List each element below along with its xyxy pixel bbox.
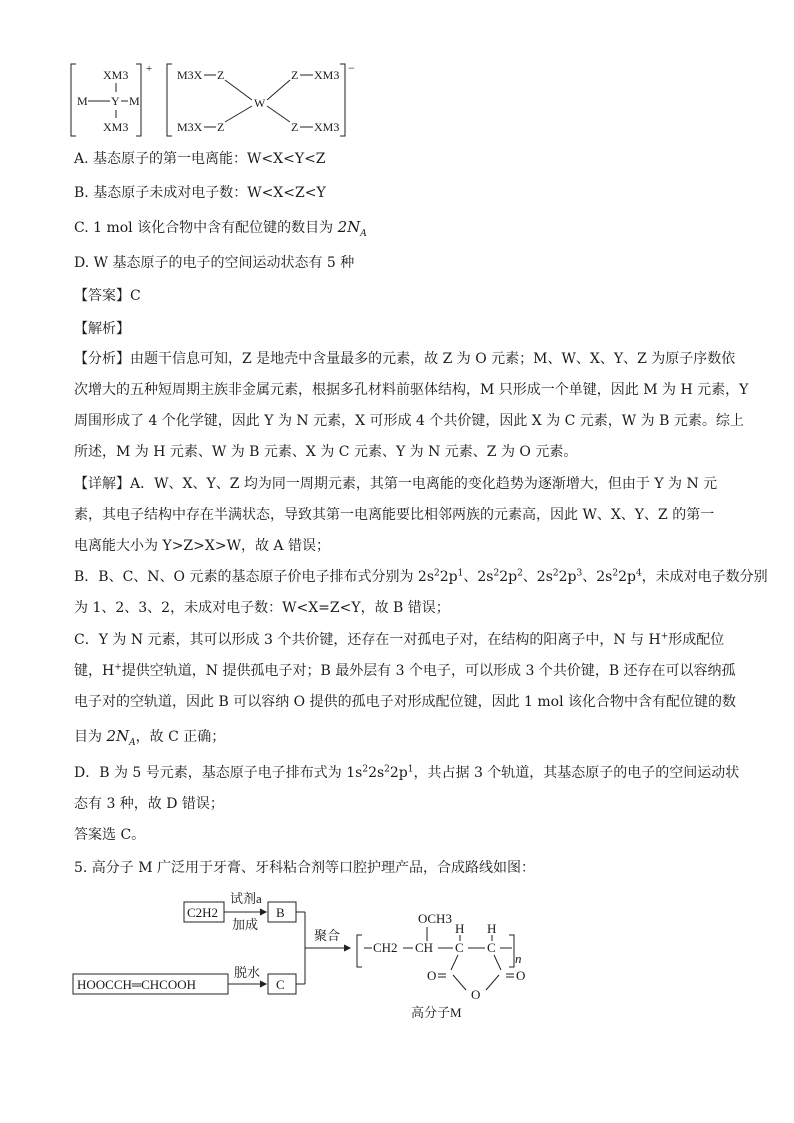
dehydration-label: 脱水 bbox=[234, 965, 261, 980]
acid-box: HOOCCH═CHCOOH bbox=[77, 977, 196, 992]
structural-formula bbox=[68, 60, 368, 142]
anion-bl: M3X bbox=[177, 120, 203, 134]
cation-charge: + bbox=[146, 63, 153, 75]
c2h2-box: C2H2 bbox=[187, 905, 219, 920]
carbonyl-o-left: O bbox=[427, 968, 437, 983]
detail-line-3: 电离能大小为 Y>Z>X>W，故 A 错误； bbox=[74, 538, 330, 554]
b-configs: $2s^22p^1$、$2s^22p^2$、$2s^22p^3$、$2s^22p^4$ bbox=[417, 568, 642, 585]
ch2-group: CH2 bbox=[373, 940, 398, 955]
answer: 【答案】C bbox=[74, 288, 141, 304]
addition-label: 加成 bbox=[232, 917, 259, 932]
analysis-line-4: 所述，M 为 H 元素、W 为 B 元素、X 为 C 元素、Y 为 N 元素、Z 为 O 元素。 bbox=[74, 444, 578, 460]
analysis-line-2: 次增大的五种短周期主族非金属元素，根据多孔材料前驱体结构，M 只形成一个单键，因此 M 为 H 元素，Y bbox=[74, 382, 749, 398]
detail-d-line-2: 态有 3 种，故 D 错误； bbox=[74, 796, 224, 812]
d-config: $1s^22s^22p^1$ bbox=[346, 764, 414, 781]
ch-group: CH bbox=[415, 940, 434, 955]
option-c: C. 1 mol 该化合物中含有配位键的数目为 $2N_A$ bbox=[74, 218, 367, 239]
anion-tr: XM3 bbox=[314, 68, 340, 82]
anion-z-bl: Z bbox=[217, 120, 225, 134]
ring-h2: H bbox=[487, 921, 497, 936]
na-symbol: $2N_A$ bbox=[337, 218, 367, 239]
cation-bottom: XM3 bbox=[103, 120, 129, 134]
question-5: 5. 高分子 M 广泛用于牙膏、牙科粘合剂等口腔护理产品，合成路线如图： bbox=[74, 860, 536, 876]
polymer-caption: 高分子M bbox=[411, 1005, 462, 1020]
cation-left: M bbox=[77, 94, 88, 108]
ring-o: O bbox=[471, 987, 481, 1002]
synthesis-scheme bbox=[68, 885, 558, 1025]
final-answer: 答案选 C。 bbox=[74, 827, 146, 843]
analysis-line-1: 【分析】由题干信息可知，Z 是地壳中含量最多的元素，故 Z 为 O 元素；M、W、X、Y、Z 为原子序数依 bbox=[74, 351, 736, 367]
detail-d-line-1: D．B 为 5 号元素，基态原子电子排布式为 $1s^22s^22p^1$，共占据 3 个轨道，其基态原子的电子的空间运动状 bbox=[74, 764, 740, 781]
detail-b-line-2: 为 1、2、3、2，未成对电子数：W<X=Z<Y，故 B 错误； bbox=[74, 600, 450, 616]
detail-c-line-4: 目为 $2N_A$，故 C 正确； bbox=[74, 727, 226, 748]
detail-line-1: 【详解】A．W、X、Y、Z 均为同一周期元素，其第一电离能的变化趋势为逐渐增大，但由于 Y 为 N 元 bbox=[74, 476, 718, 492]
cation-center: Y bbox=[111, 94, 120, 108]
detail-c-line-2: 键，H+提供空轨道，N 提供孤电子对；B 最外层有 3 个电子，可以形成 3 个共价键，B 还存在可以容纳孤 bbox=[74, 662, 736, 679]
option-b: B. 基态原子未成对电子数：W<X<Z<Y bbox=[74, 185, 326, 201]
anion-z-tr: Z bbox=[291, 68, 299, 82]
option-d: D. W 基态原子的电子的空间运动状态有 5 种 bbox=[74, 255, 355, 271]
detail-line-2: 素，其电子结构中存在半满状态，导致其第一电离能要比相邻两族的元素高，因此 W、X、Y、Z 的第一 bbox=[74, 507, 715, 523]
carbonyl-o-right: O bbox=[516, 968, 526, 983]
ring-h1: H bbox=[455, 921, 465, 936]
anion-z-br: Z bbox=[291, 120, 299, 134]
ring-c1: C bbox=[455, 940, 464, 955]
option-a: A. 基态原子的第一电离能：W<X<Y<Z bbox=[74, 151, 326, 167]
polymerization-label: 聚合 bbox=[314, 928, 341, 943]
c-box: C bbox=[276, 977, 285, 992]
ring-c2: C bbox=[487, 940, 496, 955]
reagent-label: 试剂a bbox=[230, 891, 262, 906]
anion-br: XM3 bbox=[314, 120, 340, 134]
na-symbol-2: $2N_A$ bbox=[106, 727, 136, 748]
cation-right: M bbox=[129, 94, 140, 108]
b-box: B bbox=[276, 905, 285, 920]
cation-top: XM3 bbox=[103, 68, 129, 82]
anion-charge: − bbox=[348, 61, 355, 75]
repeat-n: n bbox=[515, 951, 522, 966]
detail-c-line-1: C．Y 为 N 元素，其可以形成 3 个共价键，还存在一对孤电子对，在结构的阳离子中，N 与 H+形成配位 bbox=[74, 631, 725, 648]
detail-c-line-3: 电子对的空轨道，因此 B 可以容纳 O 提供的孤电子对形成配位键，因此 1 mol 该化合物中含有配位键的数 bbox=[74, 694, 737, 710]
detail-b-line-1: B．B、C、N、O 元素的基态原子价电子排布式分别为 $2s^22p^1$、$2s^22p^2$、$2s^22p^3$、$2s^22p^4$，未成对电子数分别 bbox=[74, 568, 768, 585]
analysis-tag: 【解析】 bbox=[74, 321, 130, 337]
analysis-line-3: 周围形成了 4 个化学键，因此 Y 为 N 元素，X 可形成 4 个共价键，因此 X 为 C 元素，W 为 B 元素。综上 bbox=[74, 413, 744, 429]
och3-group: OCH3 bbox=[418, 911, 452, 926]
anion-tl: M3X bbox=[177, 68, 203, 82]
anion-center: W bbox=[254, 96, 266, 110]
anion-z-tl: Z bbox=[217, 68, 225, 82]
